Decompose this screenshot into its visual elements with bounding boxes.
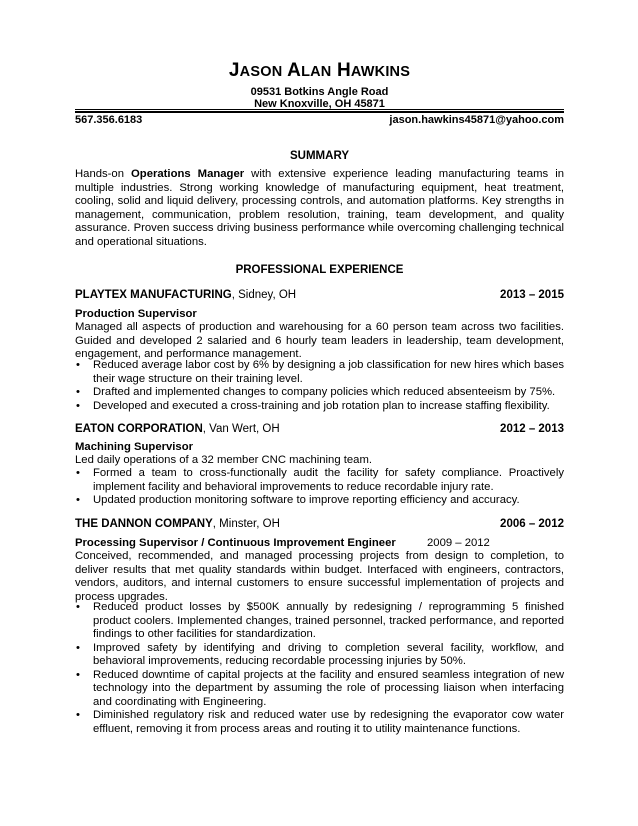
job-header-playtex — [75, 289, 564, 301]
list-item: • Drafted and implemented changes to company policies which reduced absenteeism by 75%. — [75, 386, 564, 400]
summary-heading: SUMMARY — [290, 150, 349, 162]
list-item: • Improved safety by identifying and driving to completion several facility, workflow, and behavioral improvements, reducing recordable processing injuries by 50%. — [75, 642, 564, 669]
job-header-dannon — [75, 518, 564, 530]
company-location: , Minster, OH — [212, 518, 280, 530]
company-location: , Van Wert, OH — [202, 423, 280, 435]
job-header-eaton — [75, 423, 564, 435]
experience-heading: PROFESSIONAL EXPERIENCE — [235, 264, 404, 276]
company-name: PLAYTEX MANUFACTURING — [75, 289, 232, 301]
title-dates: 2009 – 2012 — [427, 537, 490, 549]
job-dates: 2012 – 2013 — [500, 423, 564, 435]
job-dates: 2006 – 2012 — [500, 518, 564, 530]
list-item: • Developed and executed a cross-training and job rotation plan to increase staffing flexibility. — [75, 400, 564, 414]
list-item: • Reduced average labor cost by 6% by designing a job classification for new hires which bases their wage structure on their training level. — [75, 359, 564, 386]
job-bullets — [75, 601, 564, 736]
list-item: • Updated production monitoring software to improve reporting efficiency and accuracy. — [75, 494, 564, 508]
list-item: • Reduced product losses by $500K annually by redesigning / reprogramming 5 finished product coolers. Implemented changes, trained personnel, tracked performance, and reported findings to other facilities for standardization. — [75, 601, 564, 642]
company-location: , Sidney, OH — [231, 289, 297, 301]
summary-text: Hands-on Operations Manager with extensive experience leading manufacturing teams in multiple industries. Strong working knowledge of manufacturing equipment, heat treatment, cooling, solid and liquid delivery, processing controls, and automation platforms. Key strengths in management, communication, problem resolution, training, team development, and quality assurance. Proven success driving business performance while overcoming challenging technical and operational situations. — [75, 168, 564, 248]
company-name: EATON CORPORATION — [75, 423, 203, 435]
job-dates: 2013 – 2015 — [500, 289, 564, 301]
header-divider-thick — [75, 111, 564, 113]
job-description: Managed all aspects of production and warehousing for a 60 person team across two facilities. Guided and developed 2 salaried and 6 hourly team leaders in leadership, team development, engagement, and performance management. — [75, 321, 564, 360]
address-line-2: New Knoxville, OH 45871 — [254, 98, 385, 110]
job-title: Production Supervisor — [75, 308, 197, 320]
candidate-name: JASON ALAN HAWKINS — [228, 60, 411, 81]
job-description: Conceived, recommended, and managed processing projects from design to completion, to deliver results that met quality standards within budget. Interfaced with engineers, contractors, vendors, auditors, and internal customers to ensure successful implementation of projects and process upgrades. — [75, 550, 564, 603]
list-item: • Diminished regulatory risk and reduced water use by redesigning the evaporator cow water effluent, removing it from process areas and routing it to utility maintenance functions. — [75, 709, 564, 736]
job-bullets — [75, 467, 564, 508]
email-address: jason.hawkins45871@yahoo.com — [389, 114, 564, 126]
list-item: • Formed a team to cross-functionally audit the facility for safety compliance. Proactively implement facility and behavioral improvements to reduce recordable injury rate. — [75, 467, 564, 494]
job-bullets — [75, 359, 564, 413]
header-divider — [75, 109, 564, 110]
address-line-1: 09531 Botkins Angle Road — [250, 86, 389, 98]
job-description: Led daily operations of a 32 member CNC machining team. — [75, 454, 373, 466]
phone-number: 567.356.6183 — [75, 114, 143, 126]
job-title: Processing Supervisor / Continuous Improvement Engineer 2009 – 2012 — [75, 537, 490, 549]
contact-row — [75, 114, 564, 126]
list-item: • Reduced downtime of capital projects at the facility and ensured seamless integration of new technology into the department by assuming the role of processing liaison when interfacing and coordinating with Engineering. — [75, 669, 564, 710]
job-title: Machining Supervisor — [75, 441, 194, 453]
company-name: THE DANNON COMPANY — [75, 518, 213, 530]
